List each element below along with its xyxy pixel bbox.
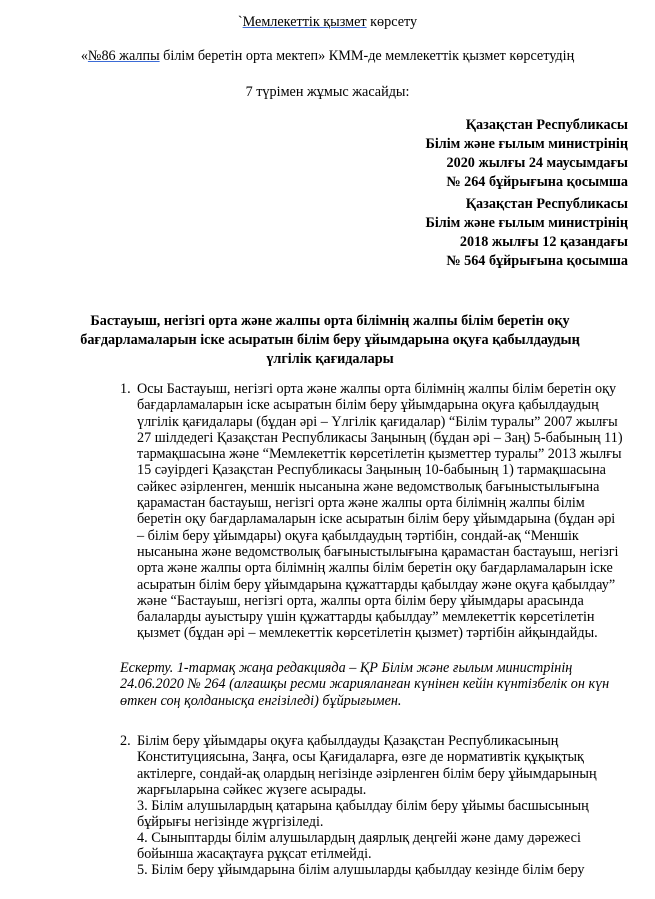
appendix1-line: Білім және ғылым министрінің bbox=[425, 136, 628, 152]
document-title: Бастауыш, негізгі орта және жалпы орта білімнің жалпы білім беретін оқу бағдарламаларын іске асыратын білім беру ұйымдарына оқуға қабылдаудың үлгілік қағидалары bbox=[80, 313, 580, 367]
item-2-number: 2. bbox=[120, 733, 131, 749]
header-school-rest: білім беретін орта мектеп» КММ-де мемлекеттік қызмет көрсетудің bbox=[159, 48, 575, 64]
item-5-text: 5. Білім беру ұйымдарына білім алушыларды қабылдау кезінде білім беру bbox=[137, 862, 585, 878]
amendment-note: Ескерту. 1-тармақ жаңа редакцияда – ҚР Білім және ғылым министрінің 24.06.2020 № 264 (алғашқы ресми жарияланған күнінен кейін күнтізбелік он күн өткен соң қолданысқа енгізіледі) бұйрығымен. bbox=[120, 660, 610, 709]
item-1-number: 1. bbox=[120, 381, 131, 397]
appendix2-line: Білім және ғылым министрінің bbox=[425, 215, 628, 231]
header-line-2 bbox=[0, 48, 655, 65]
item-2-text: Білім беру ұйымдары оқуға қабылдауды Қазақстан Республикасының Конституциясына, Заңға, осы Қағидаларға, өзге де нормативтік құқықтық актілерге, сондай-ақ олардың негізінде әзірленген білім беру ұйымдарының жарғыларына сәйкес жүзеге асырады. bbox=[137, 733, 597, 798]
item-1-text: Осы Бастауыш, негізгі орта және жалпы орта білімнің жалпы білім беретін оқу бағдарламаларын іске асыратын білім беру ұйымдарына оқуға қабылдаудың үлгілік қағидалары (бұдан әрі – Үлгілік қағидалар) “Білім туралы” 2007 жылғы 27 шілдедегі Қазақстан Республикасы Заңының (бұдан әрі – Заң) 5-бабының 11) тармақшасына және “Мемлекеттік көрсетілетін қызметтер туралы” 2013 жылғы 15 сәуірдегі Қазақстан Республикасы Заңының 10-бабының 1) тармақшасына сәйкес әзірленген, меншік нысанына және ведомстволық бағыныстылығына қарамастан бастауыш, негізгі орта және жалпы орта білімнің жалпы білім беретін оқу бағдарламаларын іске асыратын білім беру ұйымдарына (бұдан әрі – білім беру ұйымдары) оқуға қабылдаудың тәртібін, сондай-ақ “Меншік нысанына және ведомстволық бағыныстылығына қарамастан бастауыш, негізгі орта және жалпы орта білімнің жалпы білім беретін оқу бағдарламаларын іске асыратын білім беру ұйымдарына құжаттарды қабылдау және оқуға қабылдау” және “Бастауыш, негізгі орта, жалпы орта білім беру ұйымдары арасында балаларды ауыстыру үшін құжаттарды қабылдау” мемлекеттік көрсетілетін қызмет (бұдан әрі – мемлекеттік көрсетілетін қызмет) тәртібін айқындайды. bbox=[137, 381, 623, 642]
item-3-text: 3. Білім алушылардың қатарына қабылдау білім беру ұйымы басшысының бұйрығы негізінде жүргізіледі. bbox=[137, 798, 589, 831]
header-service-suffix: көрсету bbox=[366, 14, 418, 30]
appendix1-line: Қазақстан Республикасы bbox=[465, 117, 628, 133]
appendix-block-2 bbox=[425, 195, 628, 271]
appendix2-line: № 564 бұйрығына қосымша bbox=[446, 253, 628, 269]
cursor-mark: ` bbox=[237, 14, 243, 30]
header-service-link: Мемлекеттік қызмет bbox=[242, 14, 367, 30]
header-line-3: 7 түрімен жұмыс жасайды: bbox=[245, 84, 410, 100]
appendix1-line: 2020 жылғы 24 маусымдағы bbox=[446, 155, 628, 171]
appendix2-line: 2018 жылғы 12 қазандағы bbox=[459, 234, 628, 250]
appendix1-line: № 264 бұйрығына қосымша bbox=[446, 174, 628, 190]
header-school-number: №86 жалпы bbox=[87, 48, 160, 64]
item-4-text: 4. Сыныптарды білім алушылардың даярлық деңгейі және даму дәрежесі бойынша жасақтауға рұқсат етілмейді. bbox=[137, 830, 581, 863]
appendix2-line: Қазақстан Республикасы bbox=[465, 196, 628, 212]
header-line-1 bbox=[0, 14, 655, 31]
header-quote-open: « bbox=[80, 48, 88, 64]
appendix-block-1 bbox=[425, 116, 628, 192]
